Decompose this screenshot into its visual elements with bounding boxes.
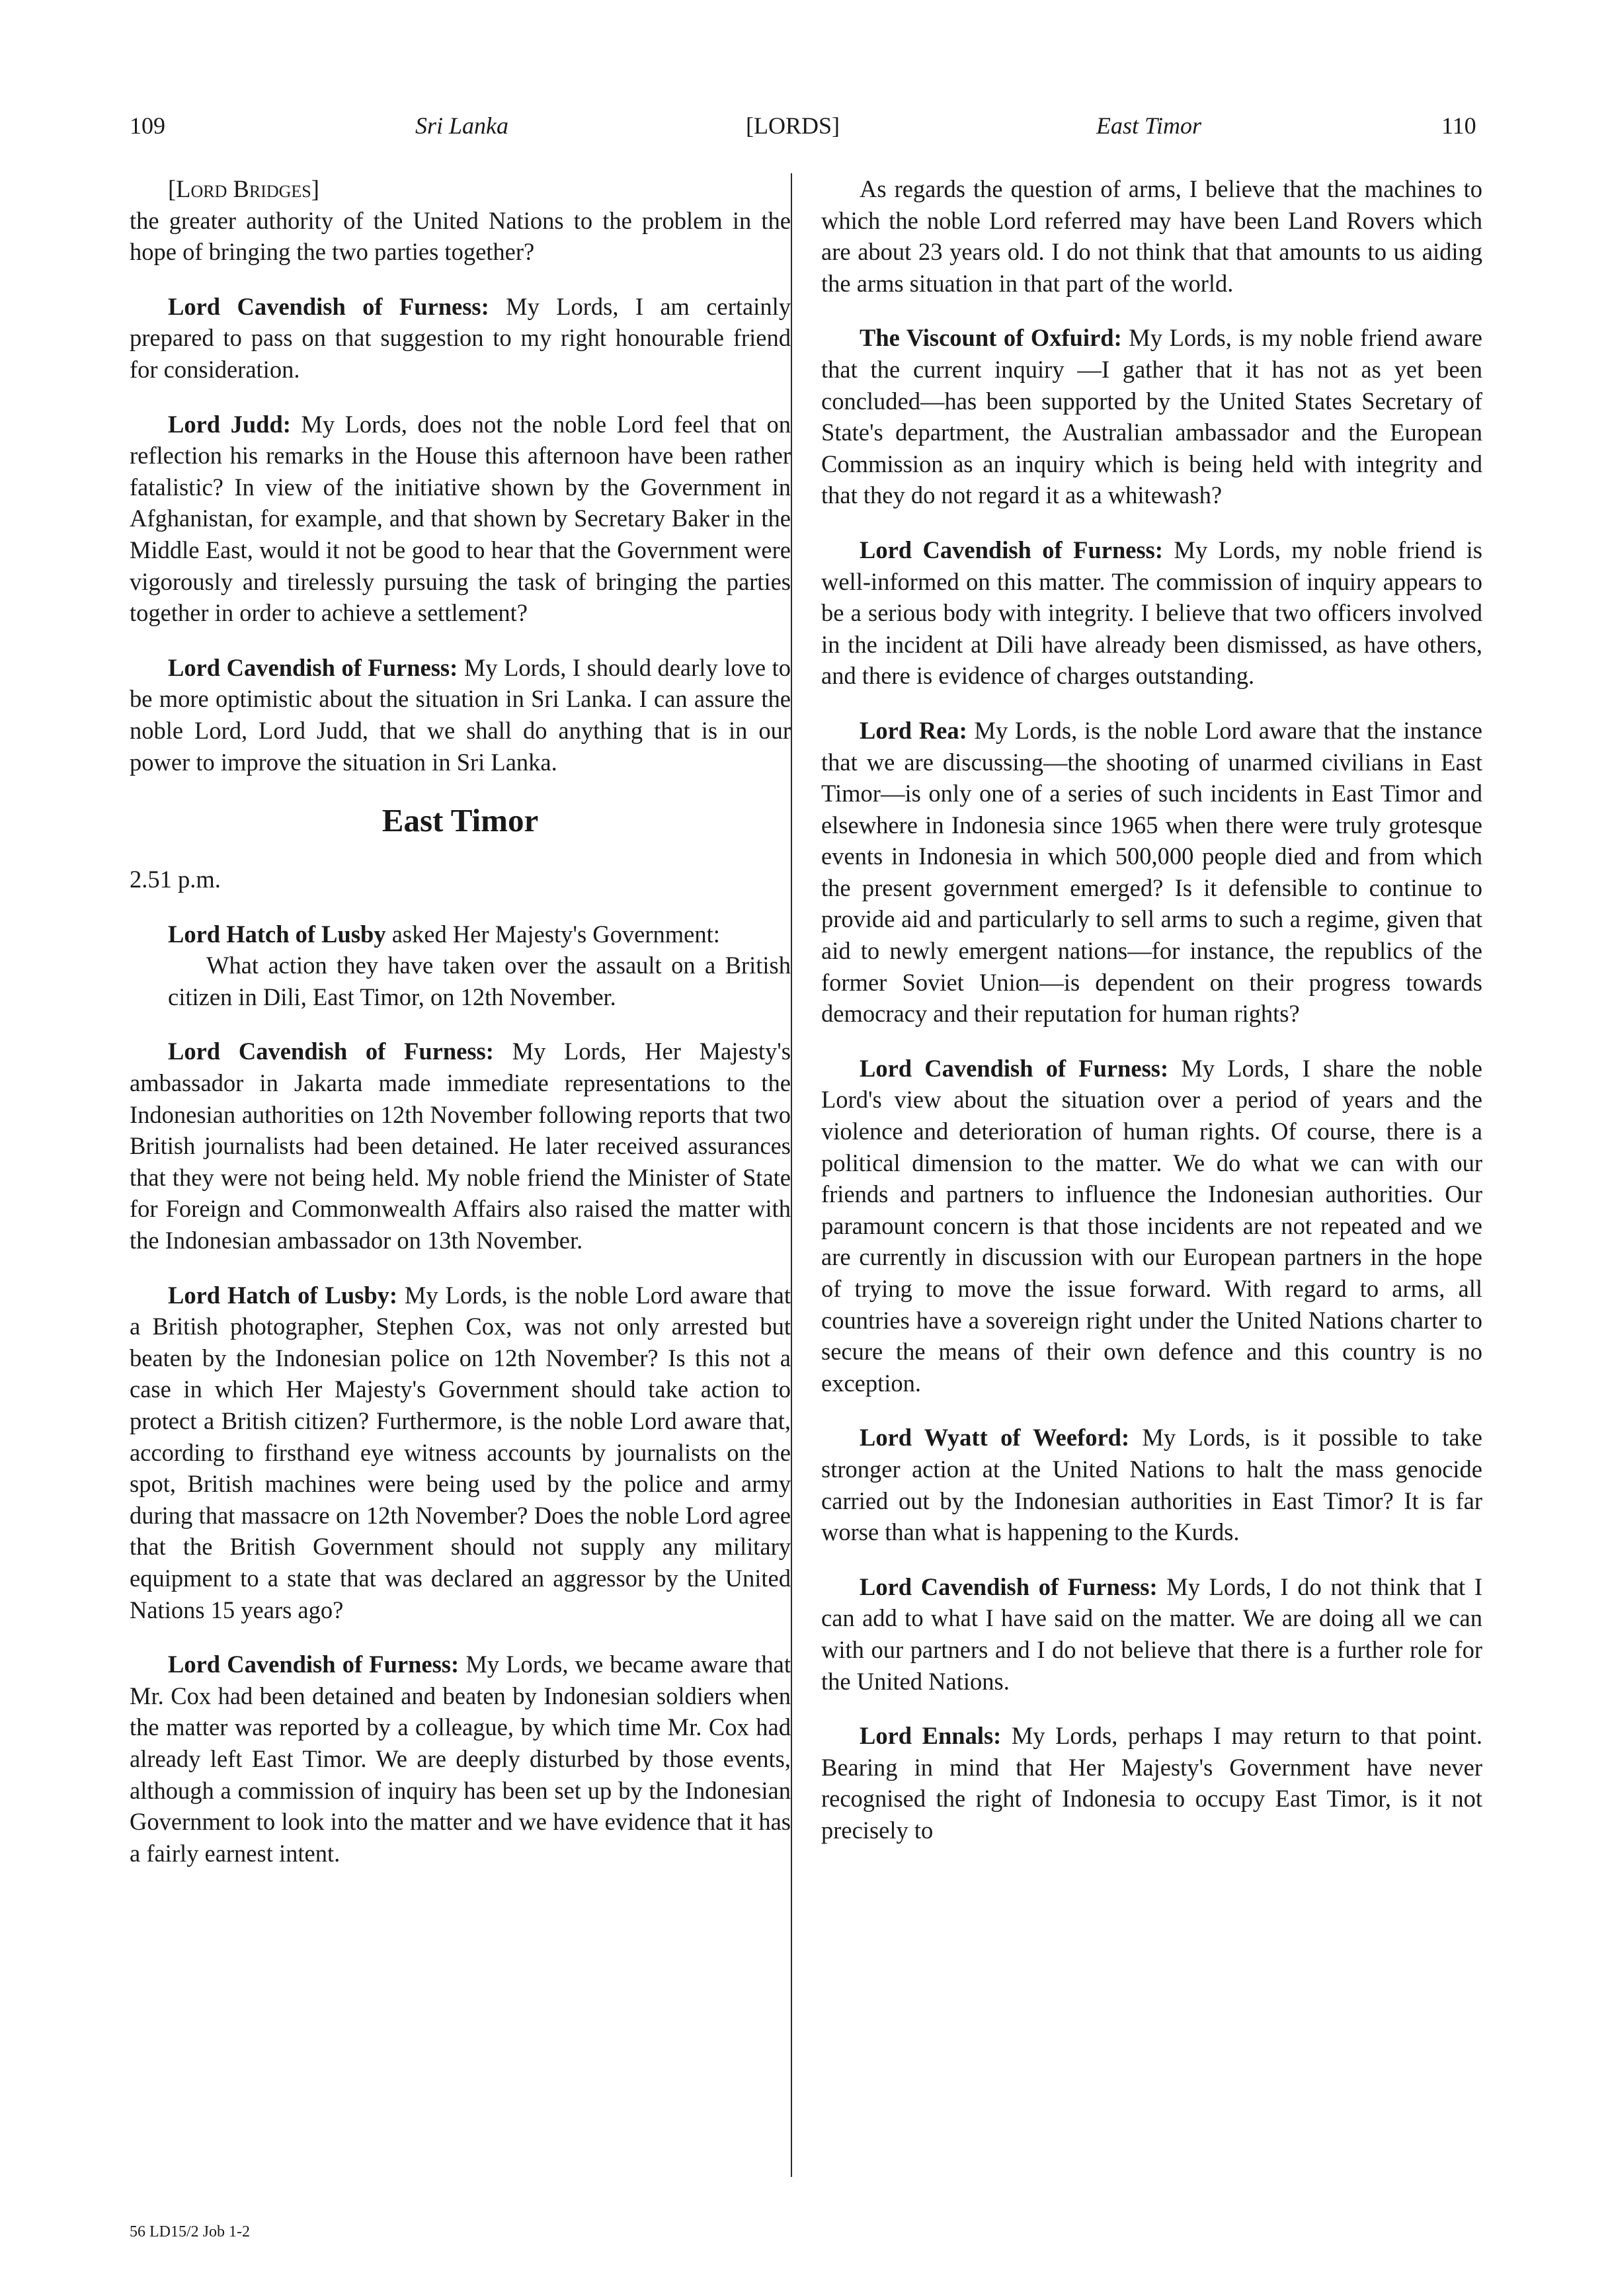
page-number-left: 109 <box>130 112 165 139</box>
page-number-right: 110 <box>1441 112 1476 139</box>
speaker-name: Lord Cavendish of Furness: <box>168 292 489 320</box>
running-head-house: [LORDS] <box>746 112 840 139</box>
speaker-name: The Viscount of Oxfuird: <box>860 324 1122 352</box>
continuation-speaker-tag: [Lord Bridges] <box>168 175 319 202</box>
speaker-name: Lord Cavendish of Furness: <box>168 653 458 681</box>
sitting-time: 2.51 p.m. <box>130 866 221 893</box>
speech-paragraph <box>130 1649 791 1869</box>
paragraph-text: My Lords, is my noble friend aware that the current inquiry —I gather that it has not as yet been concluded—has been supported by the United States Secretary of State's department, the Australian ambassador and the European Commission as an inquiry which is being held with integrity and that they do not regard it as a whitewash? <box>821 324 1482 509</box>
paragraph-text: My Lords, my noble friend is well-informed on this matter. The commission of inquiry appears to be a serious body with integrity. I believe that two officers involved in the incident at Dili have already been dismissed, as have others, and there is evidence of charges outstanding. <box>821 536 1482 690</box>
continuation-paragraph <box>130 205 791 268</box>
running-head-right: East Timor <box>1096 112 1202 139</box>
paragraph-text: My Lords, is the noble Lord aware that a British photographer, Stephen Cox, was not only arrested but beaten by the Indonesian police on 12th November? Is this not a case in which Her Majesty's Government should take action to protect a British citizen? Furthermore, is the noble Lord aware that, according to firsthand eye witness accounts by journalists on the spot, British machines were being used by the police and army during that massacre on 12th November? Does the noble Lord agree that the British Government should not supply any military equipment to a state that was declared an aggressor by the United Nations 15 years ago? <box>130 1281 791 1623</box>
paragraph-text: My Lords, we became aware that Mr. Cox had been detained and beaten by Indonesian soldiers when the matter was reported by a colleague, by which time Mr. Cox had already left East Timor. We are deeply disturbed by those events, although a commission of inquiry has been set up by the Indonesian Government to look into the matter and we have evidence that it has a fairly earnest intent. <box>130 1651 791 1867</box>
right-column <box>821 173 1482 1869</box>
speech-paragraph <box>821 1720 1482 1846</box>
paragraph-text: My Lords, I share the noble Lord's view about the situation over a period of years and the violence and deterioration of human rights. Of course, there is a political dimension to the matter. We do what we can with our friends and partners to influence the Indonesian authorities. Our paramount concern is that those incidents are not repeated and we are currently in discussion with our European partners in the hope of trying to move the issue forward. With regard to arms, all countries have a sovereign right under the United Nations charter to secure the means of their own defence and this country is no exception. <box>821 1054 1482 1397</box>
running-head-left: Sri Lanka <box>415 112 509 139</box>
speech-paragraph <box>130 652 791 778</box>
paragraph-text: My Lords, I should dearly love to be more optimistic about the situation in Sri Lanka. I can assure the noble Lord, Lord Judd, that we shall do anything that is in our power to improve the situation in Sri Lanka. <box>130 653 791 776</box>
question-text: What action they have taken over the assault on a British citizen in Dili, East Timor, on 12th November. <box>168 952 791 1010</box>
paragraph-text: My Lords, is the noble Lord aware that the instance that we are discussing—the shooting of unarmed civilians in East Timor—is only one of a series of such incidents in East Timor and elsewhere in Indonesia since 1965 when there were truly grotesque events in Indonesia in which 500,000 people died and from which the present government emerged? Is it defensible to continue to provide aid and particularly to sell arms to such a regime, given that aid to newly emergent nations—for instance, the republics of the former Soviet Union—is dependent on their progress towards democracy and their reputation for human rights? <box>821 716 1482 1028</box>
paragraph-text: asked Her Majesty's Government: <box>385 920 720 948</box>
speech-paragraph <box>130 1036 791 1256</box>
speech-paragraph <box>130 409 791 629</box>
speech-paragraph <box>821 1571 1482 1697</box>
speech-paragraph <box>821 715 1482 1030</box>
speaker-name: Lord Cavendish of Furness: <box>860 1054 1169 1082</box>
paragraph-text: My Lords, perhaps I may return to that point. Bearing in mind that Her Majesty's Government have never recognised the right of Indonesia to occupy East Timor, is it not precisely to <box>821 1722 1483 1844</box>
speaker-name: Lord Rea: <box>860 716 967 744</box>
speaker-name: Lord Hatch of Lusby <box>168 920 386 948</box>
speech-paragraph <box>821 1053 1482 1399</box>
speaker-name: Lord Cavendish of Furness: <box>860 1573 1158 1600</box>
speech-paragraph <box>130 919 791 950</box>
speech-paragraph <box>821 1422 1482 1547</box>
paragraph-text: As regards the question of arms, I believe that the machines to which the noble Lord referred may have been Land Rovers which are about 23 years old. I do not think that that amounts to us aiding the arms situation in that part of the world. <box>821 175 1482 297</box>
paragraph-text: the greater authority of the United Nations to the problem in the hope of bringing the two parties together? <box>130 206 791 266</box>
speaker-name: Lord Judd: <box>168 410 291 438</box>
speaker-name: Lord Cavendish of Furness: <box>168 1038 494 1065</box>
paragraph-text: My Lords, does not the noble Lord feel that on reflection his remarks in the House this afternoon have been rather fatalistic? In view of the initiative shown by the Government in Afghanistan, for example, and that shown by Secretary Baker in the Middle East, would it not be good to hear that the Government were vigorously and tirelessly pursuing the task of bringing the parties together in order to achieve a settlement? <box>130 410 791 627</box>
speaker-name: Lord Cavendish of Furness: <box>860 536 1164 563</box>
paragraph-text: My Lords, Her Majesty's ambassador in Jakarta made immediate representations to the Indonesian authorities on 12th November following reports that two British journalists had been detained. He later received assurances that they were not being held. My noble friend the Minister of State for Foreign and Commonwealth Affairs also raised the matter with the Indonesian ambassador on 13th November. <box>130 1038 791 1254</box>
section-heading: East Timor <box>382 802 539 839</box>
speech-paragraph <box>821 322 1482 511</box>
speaker-name: Lord Ennals: <box>860 1722 1002 1750</box>
speech-paragraph <box>821 534 1482 692</box>
paragraph-text: My Lords, is it possible to take stronger action at the United Nations to halt the mass genocide carried out by the Indonesian authorities in East Timor? It is far worse than what is happening to the Kurds. <box>821 1424 1482 1546</box>
speaker-name: Lord Cavendish of Furness: <box>168 1651 460 1678</box>
speech-paragraph <box>130 1280 791 1626</box>
paragraph-text: My Lords, I do not think that I can add to what I have said on the matter. We are doing all we can with our partners and I do not believe that there is a further role for the United Nations. <box>821 1573 1482 1695</box>
speech-paragraph <box>130 291 791 386</box>
speech-paragraph <box>821 173 1482 299</box>
left-column <box>130 173 791 1892</box>
speaker-name: Lord Hatch of Lusby: <box>168 1281 398 1309</box>
paragraph-text: My Lords, I am certainly prepared to pass on that suggestion to my right honourable friend for consideration. <box>130 292 791 383</box>
speaker-name: Lord Wyatt of Weeford: <box>860 1424 1130 1452</box>
print-code-footer: 56 LD15/2 Job 1-2 <box>130 2223 250 2240</box>
column-divider <box>791 173 792 2177</box>
